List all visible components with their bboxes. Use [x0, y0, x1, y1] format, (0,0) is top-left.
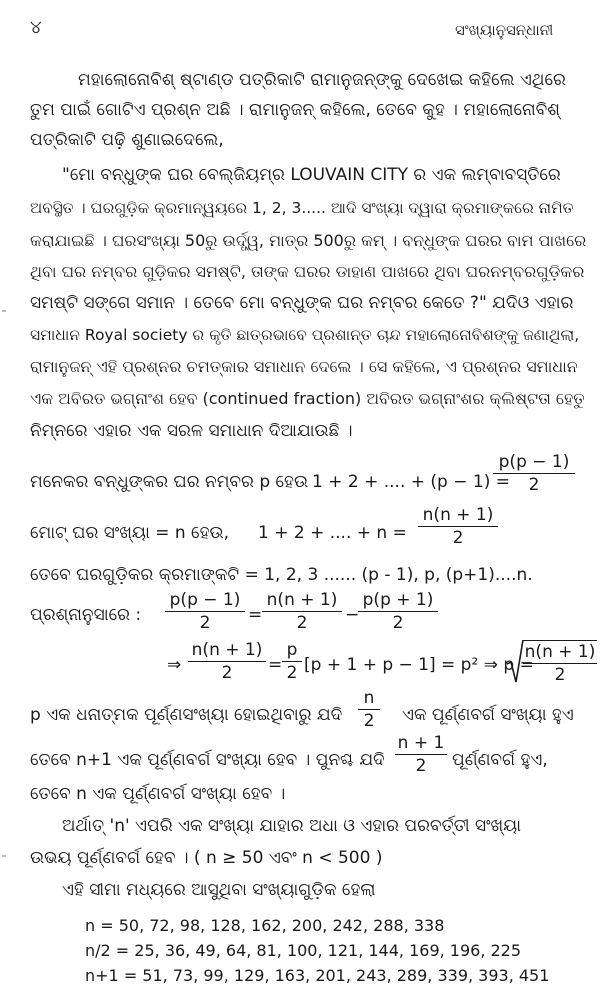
- text-line: କରାଯାଇଛି । ଘରସଂଖ୍ୟା 50ରୁ ଉର୍ଦ୍ଧ୍ୱ, ମାତ୍ର 500ରୁ କମ୍ । ବନ୍ଧୁଙ୍କ ଘରର ବାମ ପାଖରେ: [30, 231, 587, 250]
- fraction: n(n + 1) 2: [262, 590, 342, 633]
- text-line: ଉଭୟ ପୂର୍ଣ୍ଣବର୍ଗ ହେବ । ( n ≥ 50 ଏବଂ n < 500 ): [30, 848, 383, 868]
- text-line: ଅର୍ଥାତ୍ 'n' ଏପରି ଏକ ସଂଖ୍ୟା ଯାହାର ଅଧା ଓ ଏହାର ପରବର୍ତ୍ତୀ ସଂଖ୍ୟା: [62, 816, 522, 836]
- text-line: ପତ୍ରିକାଟି ପଢ଼ି ଶୁଣାଇଦେଲେ,: [30, 130, 224, 150]
- equation-lead: ମନେକର ବନ୍ଧୁଙ୍କର ଘର ନମ୍ବର p ହେଉ: [30, 472, 309, 492]
- minus-sign: −: [345, 605, 360, 625]
- fraction: n(n + 1) 2: [188, 640, 266, 683]
- fraction: p(p + 1) 2: [358, 590, 438, 633]
- sqrt-symbol-icon: [506, 638, 524, 684]
- implies-symbol: ⇒: [167, 655, 182, 675]
- equation-expression: [p + 1 + p − 1] = p² ⇒ p =: [304, 655, 534, 675]
- fraction: p 2: [282, 640, 302, 683]
- text-line: ସମଷ୍ଟି ସଙ୍ଗେ ସମାନ । ତେବେ ମୋ ବନ୍ଧୁଙ୍କ ଘର ନମ୍ବର କେତେ ?" ଯଦିଓ ଏହାର: [30, 293, 574, 313]
- list-n-plus-1: n+1 = 51, 73, 99, 129, 163, 201, 243, 289, 339, 393, 451: [85, 966, 550, 985]
- scan-mark: [2, 310, 6, 312]
- fraction: n(n + 1) 2: [418, 505, 498, 548]
- text-line: ତେବେ n ଏକ ପୂର୍ଣ୍ଣବର୍ଗ ସଂଖ୍ୟା ହେବ ।: [30, 784, 286, 804]
- text-line: ସମାଧାନ Royal society ର କୃତି ଛାତ୍ରଭାବେ ପ୍ରଶାନ୍ତ ଚାନ୍ଦ ମହାଲୋନୋବିଶଙ୍କୁ ଜଣାଥିଲା,: [30, 326, 580, 344]
- text-line: ରାମାନୁଜନ୍ ଏହି ପ୍ରଶ୍ନର ଚମତ୍କାର ସମାଧାନ ଦେଲେ । ସେ କହିଲେ, ଏ ପ୍ରଶ୍ନର ସମାଧାନ: [30, 357, 578, 376]
- text-line: ତେବେ n+1 ଏକ ପୂର୍ଣ୍ଣବର୍ଗ ସଂଖ୍ୟା ହେବ । ପୁନଶ୍ଚ ଯଦି: [30, 750, 385, 770]
- equation-lead: ପ୍ରଶ୍ନାନୁସାରେ :: [30, 605, 142, 625]
- text-line: ତୁମ ପାଇଁ ଗୋଟିଏ ପ୍ରଶ୍ନ ଅଛି । ରାମାନୁଜନ୍ କହିଲେ, ତେବେ କୁହ । ମହାଲୋନୋବିଶ୍: [30, 100, 560, 120]
- list-n-half: n/2 = 25, 36, 49, 64, 81, 100, 121, 144, 169, 196, 225: [85, 941, 522, 960]
- equation-sequence: ତେବେ ଘରଗୁଡ଼ିକର କ୍ରମାଙ୍କଟି = 1, 2, 3 ...... (p - 1), p, (p+1)....n.: [30, 565, 533, 585]
- text-line: ଥିବା ଘର ନମ୍ବର ଗୁଡ଼ିକର ସମଷ୍ଟି, ତାଙ୍କ ଘରର ଡାହାଣ ପାଖରେ ଥିବା ଘରନମ୍ବରଗୁଡ଼ିକର: [30, 262, 585, 281]
- text-line: "ମୋ ବନ୍ଧୁଙ୍କ ଘର ବେଲ୍‌ଜିୟମ୍‌ର LOUVAIN CITY ର ଏକ ଲମ୍ବାବସ୍ତିରେ: [62, 165, 561, 185]
- text-line: ଅବସ୍ଥିତ । ଘରଗୁଡ଼ିକ କ୍ରମାନ୍ୱୟରେ 1, 2, 3..... ଆଦି ସଂଖ୍ୟା ଦ୍ୱାରା କ୍ରମାଙ୍କରେ ନାମିତ: [30, 199, 574, 217]
- text-line: ଏହି ସୀମା ମଧ୍ୟରେ ଆସୁଥିବା ସଂଖ୍ୟାଗୁଡ଼ିକ ହେଲା: [62, 880, 376, 900]
- root-fraction: n(n + 1) 2: [524, 642, 596, 685]
- text-line: ମହାଲୋନୋବିଶ୍ ଷ୍ଟାଣ୍ଡ ପତ୍ରିକାଟି ରାମାନୁଜନ୍‌ଙ୍କୁ ଦେଖେଇ କହିଲେ ଏଥିରେ: [78, 70, 566, 90]
- fraction: n + 1 2: [395, 733, 447, 776]
- text-line: ନିମ୍ନରେ ଏହାର ଏକ ସରଳ ସମାଧାନ ଦିଆଯାଉଛି ।: [30, 421, 353, 441]
- text-line: ପୂର୍ଣ୍ଣବର୍ଗ ହୁଏ,: [452, 750, 548, 770]
- fraction: p(p − 1) 2: [493, 452, 575, 495]
- page-number: ୪: [30, 17, 42, 38]
- equals-sign: =: [268, 655, 283, 675]
- equation-expression: 1 + 2 + .... + (p − 1) =: [312, 472, 510, 492]
- text-line: ଏକ ପୂର୍ଣ୍ଣବର୍ଗ ସଂଖ୍ୟା ହୁଏ: [402, 705, 574, 725]
- equation-lead: ମୋଟ୍ ଘର ସଂଖ୍ୟା = n ହେଉ,: [30, 523, 230, 543]
- text-line: p ଏକ ଧନାତ୍ମକ ପୂର୍ଣ୍ଣସଂଖ୍ୟା ହୋଇଥିବାରୁ ଯଦି: [30, 705, 343, 725]
- fraction: p(p − 1) 2: [165, 590, 245, 633]
- equals-sign: =: [248, 605, 263, 625]
- fraction: n 2: [358, 688, 380, 731]
- running-title: ସଂଖ୍ୟାନୁସନ୍ଧାନୀ: [455, 21, 554, 39]
- scan-mark: [2, 855, 6, 857]
- equation-expression: 1 + 2 + .... + n =: [258, 523, 407, 543]
- text-line: ଏକ ଅବିରତ ଭଗ୍ନାଂଶ ହେବ (continued fraction) ଅବିରତ ଭଗ୍ନାଂଶର କ୍ଲିଷ୍ଟତା ହେତୁ: [30, 389, 585, 408]
- list-n: n = 50, 72, 98, 128, 162, 200, 242, 288, 338: [85, 916, 445, 935]
